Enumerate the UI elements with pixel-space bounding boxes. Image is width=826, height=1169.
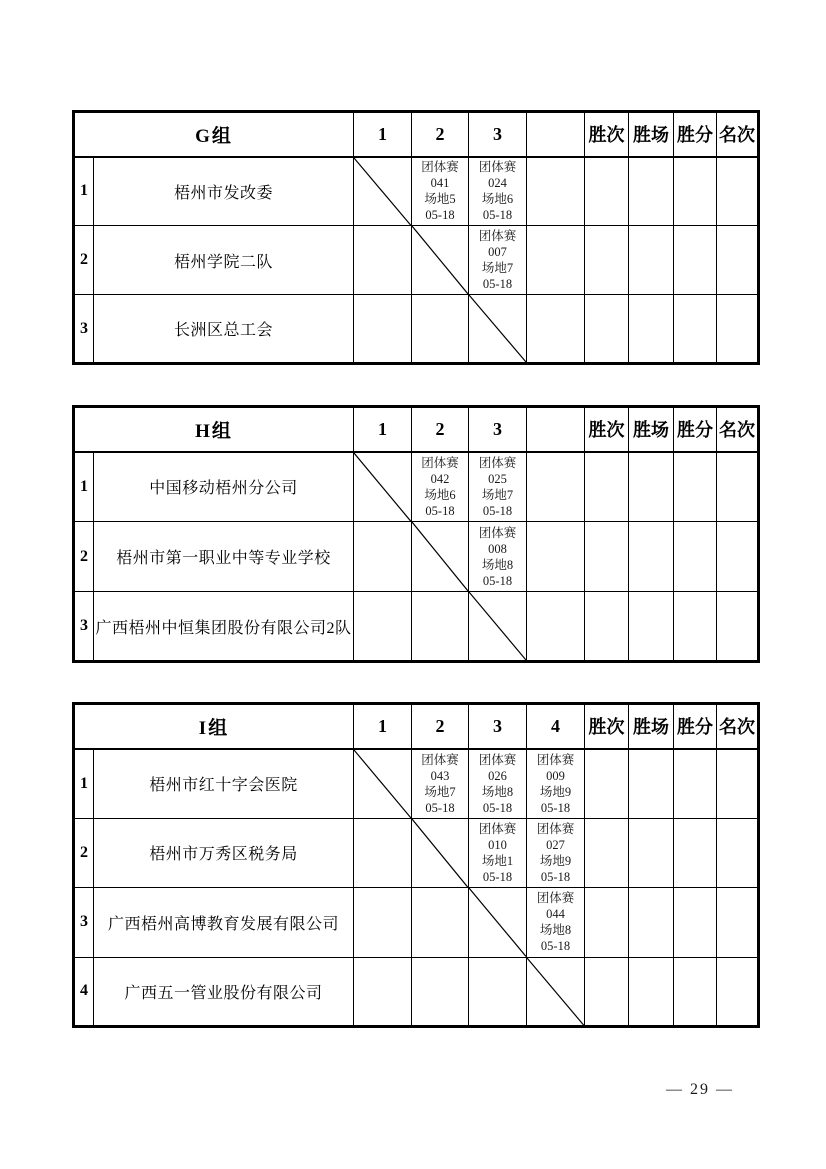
table-row — [74, 957, 759, 1027]
diagonal-line-icon — [469, 592, 526, 660]
diagonal-line-icon — [527, 958, 584, 1026]
opponent-column-header — [527, 112, 585, 157]
stat-value-cell — [674, 957, 717, 1027]
stat-value-cell — [674, 226, 717, 295]
stat-value-cell — [629, 295, 674, 364]
group-g-table — [72, 110, 760, 365]
team-name-cell: 广西梧州中恒集团股份有限公司2队 — [94, 592, 354, 662]
empty-match-cell — [527, 157, 585, 226]
team-name-cell: 梧州市红十字会医院 — [94, 749, 354, 819]
row-index-cell: 3 — [74, 592, 94, 662]
team-name-cell: 广西五一管业股份有限公司 — [94, 957, 354, 1027]
group-header-cell: I组 — [74, 704, 354, 749]
match-line: 043 — [430, 768, 450, 783]
table-row — [74, 592, 759, 662]
stat-value-cell — [629, 749, 674, 819]
opponent-column-header: 2 — [412, 407, 469, 452]
match-cell — [469, 226, 527, 295]
stat-column-header: 胜分 — [674, 407, 717, 452]
table-row — [74, 522, 759, 592]
group-i-table — [72, 702, 760, 1028]
match-line: 027 — [546, 837, 565, 852]
opponent-column-header: 2 — [412, 704, 469, 749]
table-row — [74, 452, 759, 522]
stat-value-cell — [585, 818, 629, 888]
diagonal-cell — [469, 295, 527, 364]
stat-column-header: 胜场 — [629, 407, 674, 452]
match-line: 05-18 — [425, 503, 455, 518]
stat-value-cell — [674, 295, 717, 364]
diagonal-cell — [469, 592, 527, 662]
team-name-cell: 中国移动梧州分公司 — [94, 452, 354, 522]
stat-value-cell — [717, 957, 759, 1027]
empty-match-cell — [412, 957, 469, 1027]
stat-column-header: 胜场 — [629, 112, 674, 157]
table-header-row — [74, 704, 759, 749]
stat-value-cell — [717, 226, 759, 295]
diagonal-line-icon — [354, 158, 411, 226]
stat-value-cell — [585, 957, 629, 1027]
match-line: 场地8 — [481, 784, 514, 799]
empty-match-cell — [527, 522, 585, 592]
stat-value-cell — [674, 888, 717, 958]
diagonal-cell — [527, 957, 585, 1027]
match-cell — [527, 888, 585, 958]
diagonal-cell — [412, 226, 469, 295]
stat-value-cell — [717, 522, 759, 592]
stat-value-cell — [674, 749, 717, 819]
row-index-cell: 3 — [74, 888, 94, 958]
match-cell — [412, 452, 469, 522]
match-line: 场地7 — [481, 487, 514, 502]
stat-value-cell — [717, 452, 759, 522]
stat-column-header: 名次 — [717, 704, 759, 749]
match-line: 场地8 — [539, 923, 572, 938]
match-line: 场地9 — [539, 853, 572, 868]
diagonal-line-icon — [469, 888, 526, 957]
empty-match-cell — [354, 888, 412, 958]
diagonal-line-icon — [412, 819, 468, 888]
stat-value-cell — [717, 295, 759, 364]
match-cell — [527, 749, 585, 819]
table-header-row — [74, 112, 759, 157]
stat-value-cell — [629, 888, 674, 958]
opponent-column-header: 1 — [354, 704, 412, 749]
row-index-cell: 1 — [74, 157, 94, 226]
empty-match-cell — [354, 818, 412, 888]
match-line: 05-18 — [540, 869, 571, 884]
match-line: 007 — [488, 245, 507, 259]
match-cell — [469, 522, 527, 592]
row-index-cell: 2 — [74, 226, 94, 295]
page-number: — 29 — — [666, 1081, 734, 1098]
match-line: 团体赛 — [421, 160, 459, 175]
stat-value-cell — [585, 226, 629, 295]
stat-value-cell — [717, 888, 759, 958]
match-line: 05-18 — [425, 800, 455, 815]
match-line: 042 — [430, 471, 450, 486]
match-line: 场地1 — [481, 853, 514, 868]
stat-column-header: 胜次 — [585, 112, 629, 157]
match-line: 05-18 — [482, 208, 513, 223]
stat-column-header: 名次 — [717, 112, 759, 157]
stat-value-cell — [674, 452, 717, 522]
match-line: 05-18 — [482, 573, 513, 588]
match-cell — [469, 749, 527, 819]
team-name-cell: 梧州市发改委 — [94, 157, 354, 226]
row-index-cell: 1 — [74, 452, 94, 522]
empty-match-cell — [469, 957, 527, 1027]
match-line: 025 — [488, 471, 507, 486]
diagonal-line-icon — [412, 226, 468, 294]
match-line: 团体赛 — [421, 752, 459, 767]
stat-value-cell — [585, 157, 629, 226]
match-line: 041 — [430, 176, 450, 191]
match-line: 团体赛 — [478, 525, 517, 540]
match-line: 05-18 — [540, 800, 571, 815]
empty-match-cell — [527, 295, 585, 364]
stat-value-cell — [629, 592, 674, 662]
opponent-column-header — [527, 407, 585, 452]
table-row — [74, 157, 759, 226]
match-line: 05-18 — [482, 277, 513, 291]
row-index-cell: 1 — [74, 749, 94, 819]
stat-value-cell — [717, 157, 759, 226]
match-line: 05-18 — [482, 869, 513, 884]
match-cell — [469, 818, 527, 888]
stat-column-header: 名次 — [717, 407, 759, 452]
stat-value-cell — [629, 957, 674, 1027]
group-h-table — [72, 405, 760, 663]
match-line: 团体赛 — [536, 752, 575, 767]
stat-value-cell — [674, 522, 717, 592]
diagonal-cell — [354, 749, 412, 819]
stat-value-cell — [585, 749, 629, 819]
opponent-column-header: 3 — [469, 112, 527, 157]
match-line: 044 — [546, 907, 565, 922]
stat-value-cell — [585, 592, 629, 662]
match-line: 场地8 — [481, 557, 514, 572]
team-name-cell: 梧州市第一职业中等专业学校 — [94, 522, 354, 592]
empty-match-cell — [527, 452, 585, 522]
stat-value-cell — [585, 888, 629, 958]
table-row — [74, 295, 759, 364]
stat-column-header: 胜次 — [585, 407, 629, 452]
table-row — [74, 226, 759, 295]
opponent-column-header: 1 — [354, 112, 412, 157]
empty-match-cell — [354, 295, 412, 364]
match-line: 团体赛 — [536, 891, 575, 906]
table-header-row — [74, 407, 759, 452]
stat-value-cell — [629, 226, 674, 295]
row-index-cell: 4 — [74, 957, 94, 1027]
opponent-column-header: 4 — [527, 704, 585, 749]
empty-match-cell — [527, 592, 585, 662]
row-index-cell: 3 — [74, 295, 94, 364]
diagonal-cell — [354, 157, 412, 226]
group-header-cell: H组 — [74, 407, 354, 452]
stat-column-header: 胜次 — [585, 704, 629, 749]
opponent-column-header: 3 — [469, 407, 527, 452]
empty-match-cell — [354, 957, 412, 1027]
match-line: 05-18 — [540, 939, 571, 954]
diagonal-line-icon — [354, 750, 411, 818]
stat-column-header: 胜分 — [674, 704, 717, 749]
diagonal-cell — [412, 522, 469, 592]
empty-match-cell — [527, 226, 585, 295]
stat-value-cell — [585, 295, 629, 364]
match-line: 场地9 — [539, 784, 572, 799]
match-cell — [469, 157, 527, 226]
diagonal-line-icon — [354, 453, 411, 522]
match-line: 团体赛 — [478, 455, 517, 470]
empty-match-cell — [412, 592, 469, 662]
group-header-cell: G组 — [74, 112, 354, 157]
match-line: 010 — [488, 837, 507, 852]
match-line: 场地5 — [424, 192, 456, 207]
match-line: 团体赛 — [421, 455, 459, 470]
match-cell — [412, 157, 469, 226]
empty-match-cell — [412, 295, 469, 364]
stat-value-cell — [629, 818, 674, 888]
match-line: 05-18 — [482, 503, 513, 518]
match-line: 团体赛 — [478, 229, 517, 243]
stat-value-cell — [717, 818, 759, 888]
match-line: 场地6 — [424, 487, 456, 502]
match-line: 008 — [488, 541, 507, 556]
diagonal-cell — [469, 888, 527, 958]
match-line: 009 — [546, 768, 565, 783]
empty-match-cell — [354, 592, 412, 662]
match-line: 05-18 — [425, 208, 455, 223]
stat-value-cell — [674, 592, 717, 662]
match-line: 024 — [488, 176, 507, 191]
stat-value-cell — [585, 452, 629, 522]
stat-value-cell — [629, 522, 674, 592]
match-line: 团体赛 — [478, 821, 517, 836]
team-name-cell: 广西梧州高博教育发展有限公司 — [94, 888, 354, 958]
stat-value-cell — [674, 157, 717, 226]
opponent-column-header: 3 — [469, 704, 527, 749]
match-cell — [469, 452, 527, 522]
team-name-cell: 长洲区总工会 — [94, 295, 354, 364]
stat-value-cell — [717, 592, 759, 662]
match-line: 场地7 — [481, 261, 514, 275]
opponent-column-header: 1 — [354, 407, 412, 452]
match-line: 团体赛 — [478, 160, 517, 175]
stat-column-header: 胜场 — [629, 704, 674, 749]
diagonal-cell — [412, 818, 469, 888]
diagonal-line-icon — [412, 522, 468, 591]
match-line: 团体赛 — [536, 821, 575, 836]
table-row — [74, 818, 759, 888]
table-row — [74, 749, 759, 819]
empty-match-cell — [412, 888, 469, 958]
stat-value-cell — [717, 749, 759, 819]
stat-value-cell — [629, 157, 674, 226]
match-cell — [412, 749, 469, 819]
diagonal-line-icon — [469, 295, 526, 362]
stat-value-cell — [674, 818, 717, 888]
row-index-cell: 2 — [74, 522, 94, 592]
stat-value-cell — [629, 452, 674, 522]
team-name-cell: 梧州市万秀区税务局 — [94, 818, 354, 888]
diagonal-cell — [354, 452, 412, 522]
stat-value-cell — [585, 522, 629, 592]
match-line: 团体赛 — [478, 752, 517, 767]
match-line: 05-18 — [482, 800, 513, 815]
stat-column-header: 胜分 — [674, 112, 717, 157]
match-line: 场地6 — [481, 192, 514, 207]
match-line: 场地7 — [424, 784, 456, 799]
empty-match-cell — [354, 226, 412, 295]
team-name-cell: 梧州学院二队 — [94, 226, 354, 295]
opponent-column-header: 2 — [412, 112, 469, 157]
match-cell — [527, 818, 585, 888]
row-index-cell: 2 — [74, 818, 94, 888]
table-row — [74, 888, 759, 958]
match-line: 026 — [488, 768, 507, 783]
empty-match-cell — [354, 522, 412, 592]
